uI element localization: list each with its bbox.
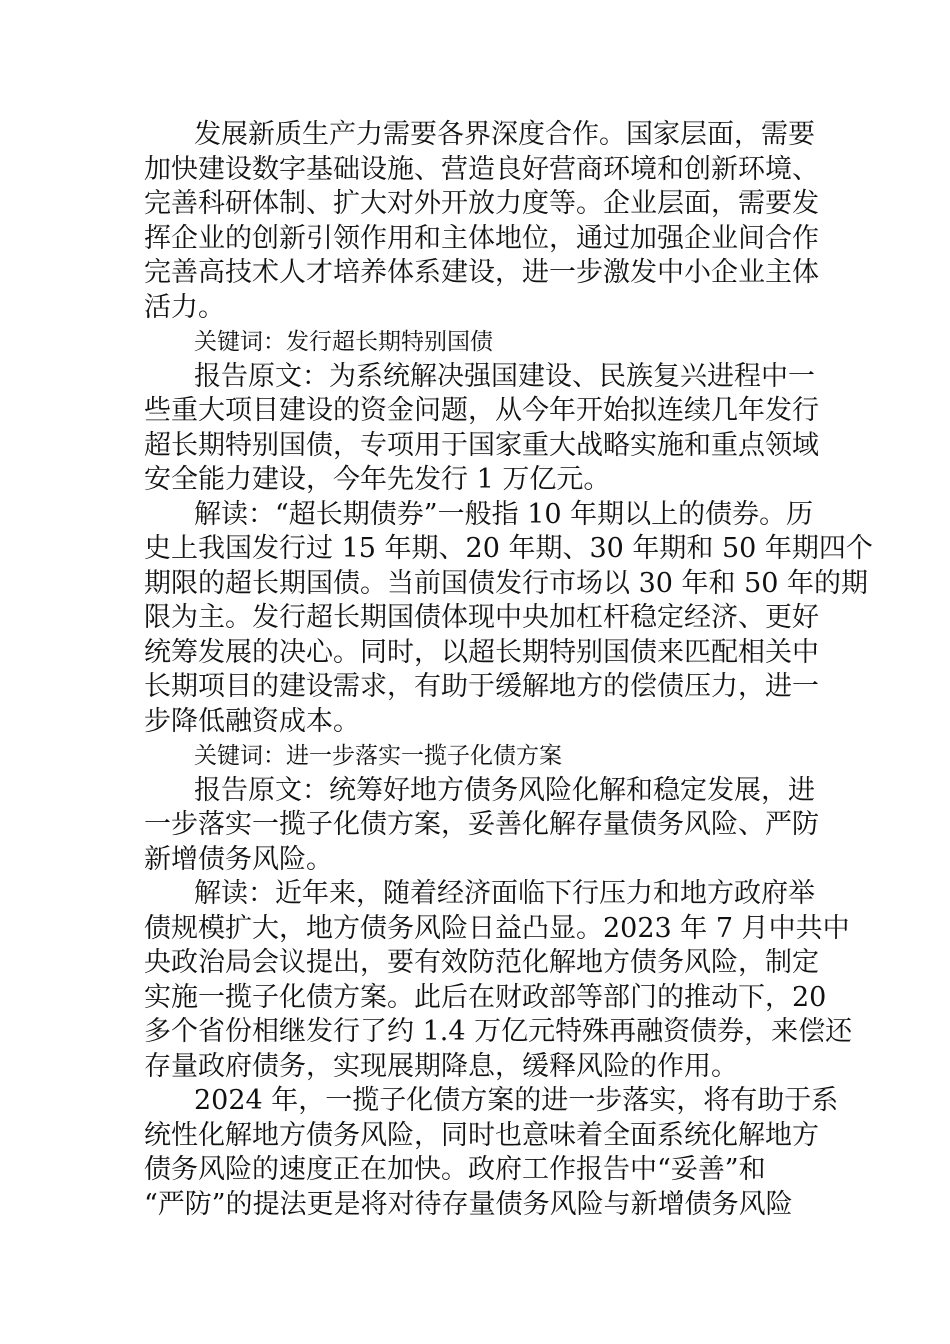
text-line: 挥企业的创新引领作用和主体地位，通过加强企业间合作 [144,222,819,254]
text-line: 新增债务风险。 [144,843,333,875]
keyword-heading: 关键词：进一步落实一揽子化债方案 [194,743,562,769]
text-line: 期限的超长期国债。当前国债发行市场以 30 年和 50 年的期 [144,567,869,599]
text-line: 统性化解地方债务风险，同时也意味着全面系统化解地方 [144,1119,819,1151]
text-line: 安全能力建设，今年先发行 1 万亿元。 [144,464,611,495]
text-line: 2024 年，一揽子化债方案的进一步落实，将有助于系 [194,1085,839,1116]
text-line: 央政治局会议提出，要有效防范化解地方债务风险，制定 [144,947,819,978]
text-line: 史上我国发行过 15 年期、20 年期、30 年期和 50 年期四个 [144,533,873,564]
text-line: 加快建设数字基础设施、营造良好营商环境和创新环境、 [144,153,819,185]
text-line: 些重大项目建设的资金问题，从今年开始拟连续几年发行 [144,395,819,426]
text-line: 活力。 [144,291,225,323]
text-line: 限为主。发行超长期国债体现中央加杠杆稳定经济、更好 [144,602,819,633]
text-line: 实施一揽子化债方案。此后在财政部等部门的推动下，20 [144,981,827,1013]
text-line: 存量政府债务，实现展期降息，缓释风险的作用。 [144,1050,738,1082]
text-line: 完善高技术人才培养体系建设，进一步激发中小企业主体 [144,257,819,288]
text-line: 一步落实一揽子化债方案，妥善化解存量债务风险、严防 [144,809,819,840]
text-line: 解读：近年来，随着经济面临下行压力和地方政府举 [194,878,815,909]
text-line: 债务风险的速度正在加快。政府工作报告中“妥善”和 [144,1154,766,1185]
text-line: 解读：“超长期债券”一般指 10 年期以上的债券。历 [194,498,814,530]
text-line: “严防”的提法更是将对待存量债务风险与新增债务风险 [144,1188,793,1220]
text-line: 多个省份相继发行了约 1.4 万亿元特殊再融资债券，来偿还 [144,1016,853,1047]
text-line: 步降低融资成本。 [144,705,360,737]
document-page [144,118,873,1222]
text-line: 发展新质生产力需要各界深度合作。国家层面，需要 [194,119,815,150]
text-line: 债规模扩大，地方债务风险日益凸显。2023 年 7 月中共中 [144,912,850,944]
text-line: 完善科研体制、扩大对外开放力度等。企业层面，需要发 [144,188,819,219]
keyword-heading: 关键词：发行超长期特别国债 [194,329,493,355]
text-line: 超长期特别国债，专项用于国家重大战略实施和重点领域 [144,429,819,461]
text-line: 长期项目的建设需求，有助于缓解地方的偿债压力，进一 [144,671,819,702]
text-line: 报告原文：统筹好地方债务风险化解和稳定发展，进 [194,774,815,806]
text-line: 统筹发展的决心。同时，以超长期特别国债来匹配相关中 [144,636,819,668]
text-line: 报告原文：为系统解决强国建设、民族复兴进程中一 [194,360,815,392]
